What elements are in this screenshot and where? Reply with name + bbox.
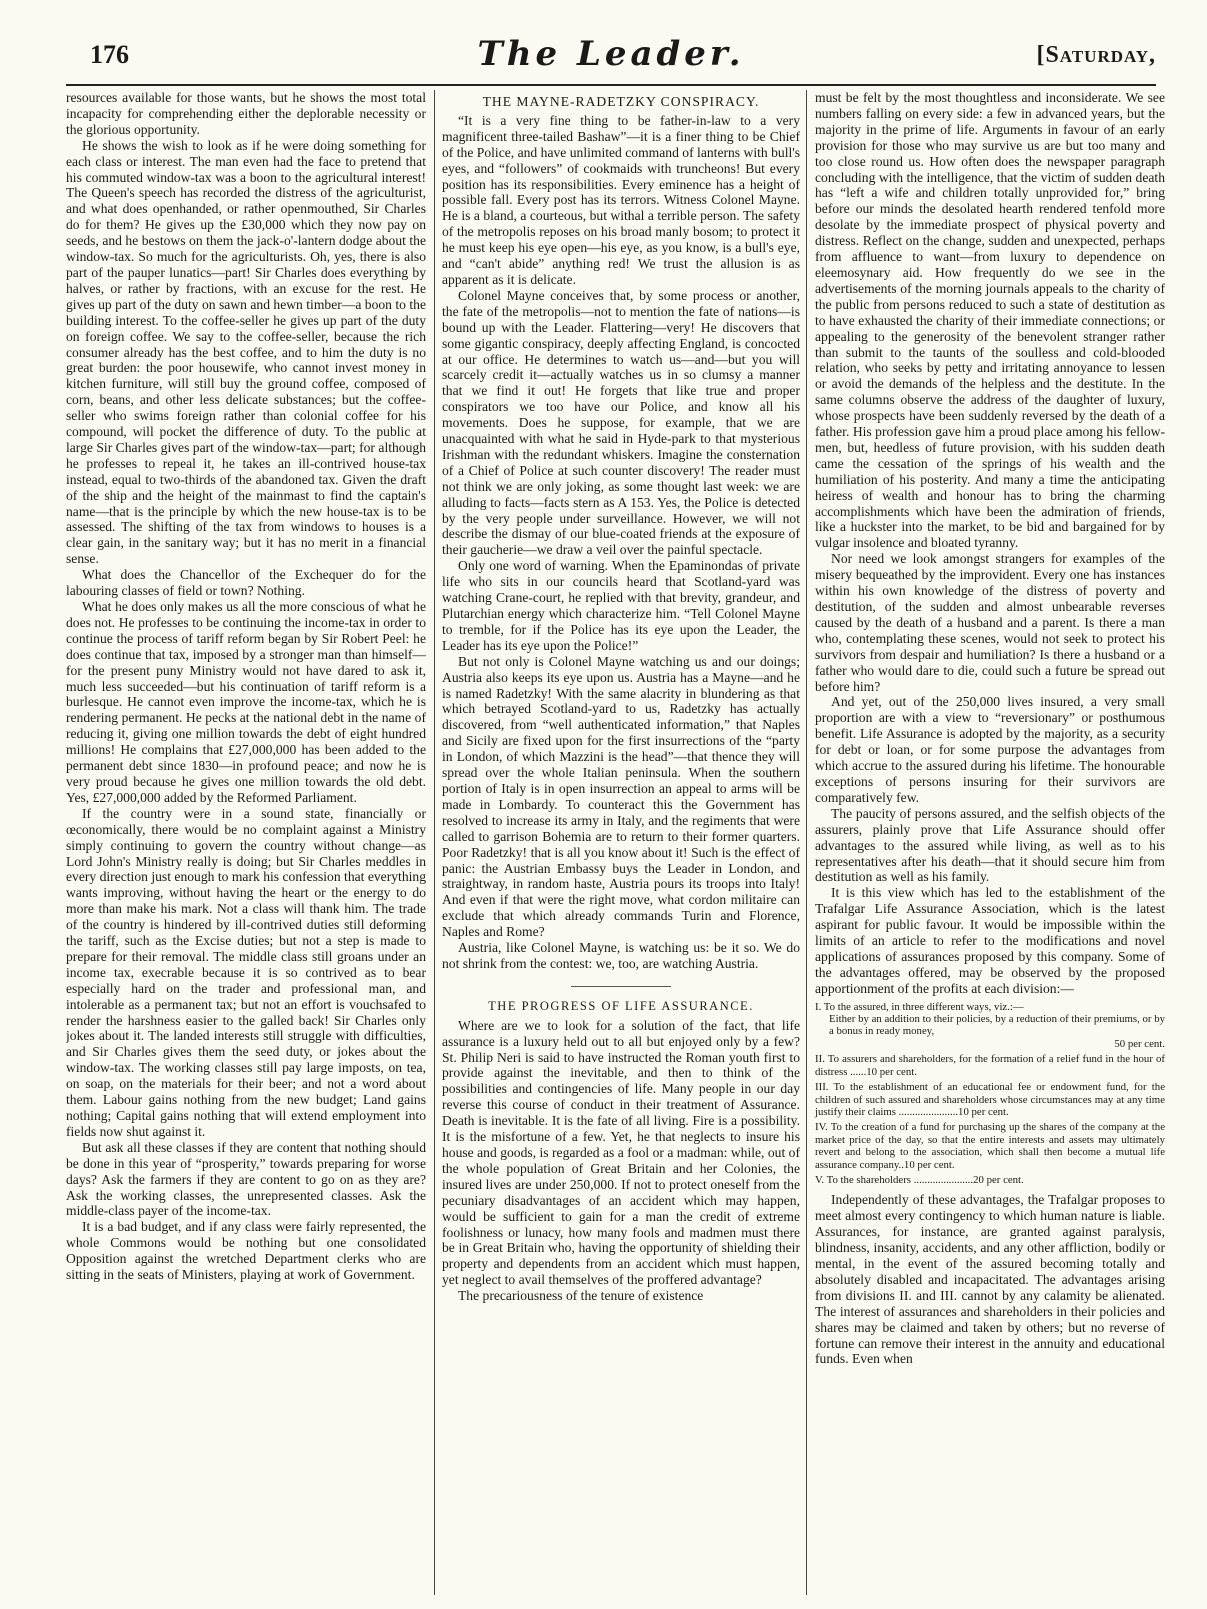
paragraph: resources available for those wants, but he shows the most total incapacity for comprehending either the deplorable necessity or the glorious opportunity. [66, 90, 426, 137]
page-number: 176 [90, 40, 129, 69]
paragraph: Independently of these advantages, the Trafalgar proposes to meet almost every contingency to which human nature is liable. Assurances, for instance, are granted against paralysis, blindness, insanity, accidents, and any other affliction, bodily or mental, in the event of the assured becoming totally and absolutely disabled and incapacitated. The advantages arising from divisions II. and III. cannot by any calamity be alienated. The interest of assurances and shareholders in their policies and shares may be claimed and taken by others; but no reverse of fortune can remove their interest in the annuity and educational funds. Even when [815, 1192, 1165, 1367]
paragraph: If the country were in a sound state, financially or œconomically, there would be no complaint against a Ministry simply continuing to govern the country without change—as Lord John's Ministry really is doing; but Sir Charles meddles in every direction just enough to mark his confession that everything wants improving, without having the heart or the energy to do more than make his mark. Not a class will thank him. The trade of the country is hindered by ill-contrived duties still deforming the tariff, such as the Excise duties; but not a step is made to prepare for their removal. The middle class still groans under an income tax, execrable because it is so contrived as to bear especially hard on the trader and professional man, and intolerable as a permanent tax; but not an effort is vouchsafed to render the harshness easier to the galled back! Sir Charles only jokes about it. The landed interests still struggle with difficulties, and Sir Charles gives them the seed duty, or jokes about the window-tax. The working classes still pay large imposts, on tea, on soap, on the materials for their beer; and not a word about them. Labour gains nothing from the new budget; Land gains nothing; Capital gains nothing that will extend employment into fields now shut against it. [66, 805, 426, 1139]
paragraph: “It is a very fine thing to be father-in-law to a very magnificent three-tailed Bashaw”—it is a finer thing to be Chief of the Police, and have unlimited command of lanterns with bull's eyes, and “followers” of cookmaids with truncheons! But every position has its responsibilities. Every eminence has a height of possible fall. Every post has its terrors. Witness Colonel Mayne. He is a bland, a courteous, but withal a terrible person. The safety of the metropolis reposes on his broad manly bosom; to protect it he must keep his eye open—his eye, as you know, is a bull's eye, and “can't abide” anything red! We trust the allusion is as apparent as it is delicate. [442, 112, 800, 287]
column-1 [66, 90, 426, 1595]
list-item: IV. To the creation of a fund for purchasing up the shares of the company at the market price of the day, so that the entire interests and assets may ultimately revert and belong to the association, which shall then become a mutual life assurance company..10 per cent. [815, 1121, 1165, 1171]
issue-day: [Saturday, [1036, 42, 1156, 68]
paragraph: Austria, like Colonel Mayne, is watching us: be it so. We do not shrink from the contest: we, too, are watching Austria. [442, 940, 800, 971]
paragraph: And yet, out of the 250,000 lives insured, a very small proportion are with a view to “reversionary” or posthumous benefit. Life Assurance is adopted by the majority, as a security for debt or loan, or for some purpose the advantages from which accrue to the assured during his lifetime. The honourable exceptions of persons insuring for their survivors are comparatively few. [815, 694, 1165, 805]
paragraph: He shows the wish to look as if he were doing something for each class or interest. The man even had the face to pretend that his commuted window-tax was a boon to the agricultural interest! The Queen's speech has recorded the distress of the agriculturist, and what does openhanded, or rather openmouthed, Sir Charles do for them? He gives up the £30,000 which they now pay on seeds, and he bestows on them the jack-o'-lantern dodge about the window-tax. So much for the agriculturists. Oh, yes, there is also part of the pauper lunatics—part! Sir Charles does everything by halves, or rather by fractions, with an excuse for the rest. He gives up part of the duty on sawn and hewn timber—a boon to the building interest. To the coffee-seller he gives up part of the duty on foreign coffee. We say to the coffee-seller, because the rich consumer already has the best coffee, and to him the duty is no great burden: the poor housewife, who cannot invest money in kitchen furniture, will still buy the ground coffee, composed of corn, beans, and other less delicate substances; but the coffee-seller who swims foreign rather than colonial coffee for his compound, will pocket the difference of duty. To the public at large Sir Charles gives part of the window-tax—part; for although he professes to repeal it, he takes an ill-contrived house-tax instead, equal to two-thirds of the abandoned tax. Given the draft of the ship and the height of the mainmast to find the captain's name—that is the principle by which the new house-tax is to be assessed. The shifting of the tax from windows to houses is a clear gain, in the sanitary way; but it has no merit in a financial sense. [66, 137, 426, 567]
profit-apportionment-list [815, 1001, 1165, 1187]
paragraph: It is a bad budget, and if any class were fairly represented, the whole Commons would be nothing but one consolidated Opposition against the wretched Department clerks who are sitting in the seats of Ministers, playing at work of Government. [66, 1219, 426, 1283]
paragraph: But not only is Colonel Mayne watching us and our doings; Austria also keeps its eye upon us. Austria has a Mayne—and he is named Radetzky! With the same alacrity in blundering as that which betrayed Scotland-yard to us, Radetzky has actually discovered, from “well authenticated information,” that Naples and Sicily are fixed upon for the first insurrections of the “party in London, of which Mazzini is the head”—that thence they will spread over the whole Italian peninsula. When the southern portion of Italy is in open insurrection an appeal to arms will be made in Lombardy. To counteract this the Government has resolved to increase its army in Italy, and the regiments that were called to garrison Bohemia are to return to their former quarters. Poor Radetzky! that is all you know about it! Such is the effect of panic: the Austrian Embassy buys the Leader in London, and straightway, in random haste, Austria pours its troops into Italy! And even if that were the right move, what cordon militaire can exclude that which already commands Turin and Florence, Naples and Rome? [442, 653, 800, 940]
column-2 [434, 90, 800, 1595]
list-item-subtext: Either by an addition to their policies, by a reduction of their premiums, or by a bonus in ready money, [829, 1013, 1165, 1038]
column-3 [806, 90, 1165, 1595]
list-item: III. To the establishment of an educational fee or endowment fund, for the children of such assured and shareholders whose circumstances may at any time justify their claims ......................10 per cent. [815, 1081, 1165, 1118]
paragraph: What does the Chancellor of the Exchequer do for the labouring classes of field or town? Nothing. [66, 567, 426, 599]
list-item: V. To the shareholders ......................20 per cent. [815, 1173, 1024, 1186]
masthead-rule [66, 84, 1156, 86]
paragraph: The paucity of persons assured, and the selfish objects of the assurers, plainly prove that Life Assurance should offer advantages to the assured while living, as well as to his representatives after his death—that it should secure him from destitution as well as his family. [815, 805, 1165, 885]
paragraph: must be felt by the most thoughtless and inconsiderate. We see numbers falling on every side: a few in advanced years, but the majority in the prime of life. Arguments in favour of an early provision for those who may survive us are but too many and too close round us. How often does the newspaper paragraph concluding with the intelligence, that the victim of sudden death has “left a wife and children totally unprovided for,” bring before our minds the desolated hearth rendered tenfold more desolate by the immediate prospect of physical poverty and distress. Reflect on the change, sudden and unexpected, perhaps from affluence to want—from luxury to dependence on eleemosynary aid. How frequently do we see in the advertisements of the morning journals appeals to the charity of the public from persons reduced to such a state of destitution as to have exhausted the charity of their immediate connections; or appealing to the generosity of the benevolent stranger rather than submit to the taunts of the soulless and cold-blooded relation, who seeks by petty and irritating annoyance to lessen or avoid the demands of the helpless and the destitute. In the same columns observe the address of the daughter of luxury, whose prospects have been suddenly reversed by the death of a father. His profession gave him a proud place among his fellow-men, but, heedless of future provision, with his sudden death came the cessation of the springs of his wealth and the humiliation of his posterity. And many a time the anticipating heiress of wealth and honour has to bring the charming accomplishments which have been the admiration of friends, like a huckster into the market, to be bid and bargained for by vulgar insolence and bloated tyranny. [815, 90, 1165, 551]
list-item-text: I. To the assured, in three different ways, viz.:— [815, 1000, 1024, 1013]
article-heading: THE PROGRESS OF LIFE ASSURANCE. [488, 998, 754, 1013]
paragraph: Only one word of warning. When the Epaminondas of private life who sits in our councils heard that Scotland-yard was watching Crane-court, he replied with that brevity, grandeur, and Plutarchian energy which characterize him. “Tell Colonel Mayne to tremble, for if the Police has its eye upon the Leader, the Leader has its eye upon the Police!” [442, 558, 800, 653]
article-separator [571, 986, 671, 987]
paragraph: The precariousness of the tenure of existence [458, 1288, 704, 1304]
paragraph: What he does only makes us all the more conscious of what he does not. He professes to be continuing the income-tax in order to continue the process of tariff reform began by Sir Robert Peel: he does continue that tax, imposed by a stronger man than himself—for the present puny Ministry would not have dared to ask it, much less succeeded—but his continuation of tariff reform is a burlesque. He cannot even improve the income-tax, which he is rendering permanent. He pecks at the national debt in the name of reducing it, giving one million towards the debt of eight hundred millions! He complains that £27,000,000 has been added to the permanent debt since 1830—in profound peace; and now he is very proud because he gives one million towards the old debt. Yes, £27,000,000 added by the Reformed Parliament. [66, 599, 426, 805]
paragraph: It is this view which has led to the establishment of the Trafalgar Life Assurance Association, which is the latest aspirant for public favour. It would be impossible within the limits of an article to refer to the modifications and novel applications of assurances proposed by this company. Some of the advantages offered, may be observed by the proposed apportionment of the profits at each division:— [815, 885, 1165, 996]
paragraph: Nor need we look amongst strangers for examples of the misery bequeathed by the improvident. Every one has instances within his own knowledge of the distress of poverty and destitution, of the sudden and almost unbearable reverses caused by the death of a husband and a parent. Is there a man who, contemplating these scenes, would not seek to protect his survivors from despair and humiliation? Is there a husband or a father who would dare to die, could such a future be spread out before him? [815, 551, 1165, 694]
paragraph: Colonel Mayne conceives that, by some process or another, the fate of the metropolis—not to mention the fate of nations—is bound up with the Leader. Flattering—very! He discovers that some gigantic conspiracy, deeply affecting England, is concocted at our office. He determines to watch us—and—but you will scarcely credit it—actually watches us in so clumsy a manner that we find it out! He forgets that like true and proper conspirators we too have our Police, and know all his movements. Does he suppose, for example, that we are unacquainted with what he said in Hyde-park to that mysterious Irishman with the redundant whiskers. Imagine the consternation of a Chief of Police at such counter discovery! The reader must not think we are only joking, as some thought last week: we are alluding to facts—facts stern as A 153. Yes, the Police is detected by the very people under surveillance. However, we will not describe the dismay of our blue-coated friends at the exposure of their gaucherie—we draw a veil over the painful spectacle. [442, 287, 800, 558]
masthead [66, 34, 1156, 80]
paragraph: But ask all these classes if they are content that nothing should be done in this year of “prosperity,” towards preparing for worse days? Ask the farmers if they are content to go on as they are? Ask the working classes, the unrepresented classes. Ask the middle-class payer of the income-tax. [66, 1139, 426, 1219]
newspaper-title: The Leader. [477, 34, 745, 74]
article-heading: THE MAYNE-RADETZKY CONSPIRACY. [482, 94, 760, 109]
paragraph: Where are we to look for a solution of the fact, that life assurance is a luxury held out to all but enjoyed only by a few? St. Philip Neri is said to have instructed the Roman youth first to provide against the inevitable, and then to think of the possibilities and contingencies of life. Many people in our day reverse this course of conduct in their treatment of Assurance. Death is inevitable. It is the fate of all living. Fire is a possibility. It is the misfortune of a few. Yet, he that neglects to insure his house and goods, is regarded as a fool or a madman: while, out of the whole population of Great Britain and her Colonies, the insured lives are under 250,000. If not to protect oneself from the pecuniary disadvantages of an accident which may happen, would be sufficient to gain for a man the credit of extreme foolishness or lunacy, how many fools and madmen must there be in Great Britain who, having the opportunity of shielding their property and dependents from an accident which must happen, yet neglect to avail themselves of the proffered advantage? [442, 1017, 800, 1288]
list-item-rate: 50 per cent. [1114, 1037, 1165, 1050]
list-item: II. To assurers and shareholders, for the formation of a relief fund in the hour of distress ......10 per cent. [815, 1053, 1165, 1078]
list-item [815, 1001, 1165, 1051]
